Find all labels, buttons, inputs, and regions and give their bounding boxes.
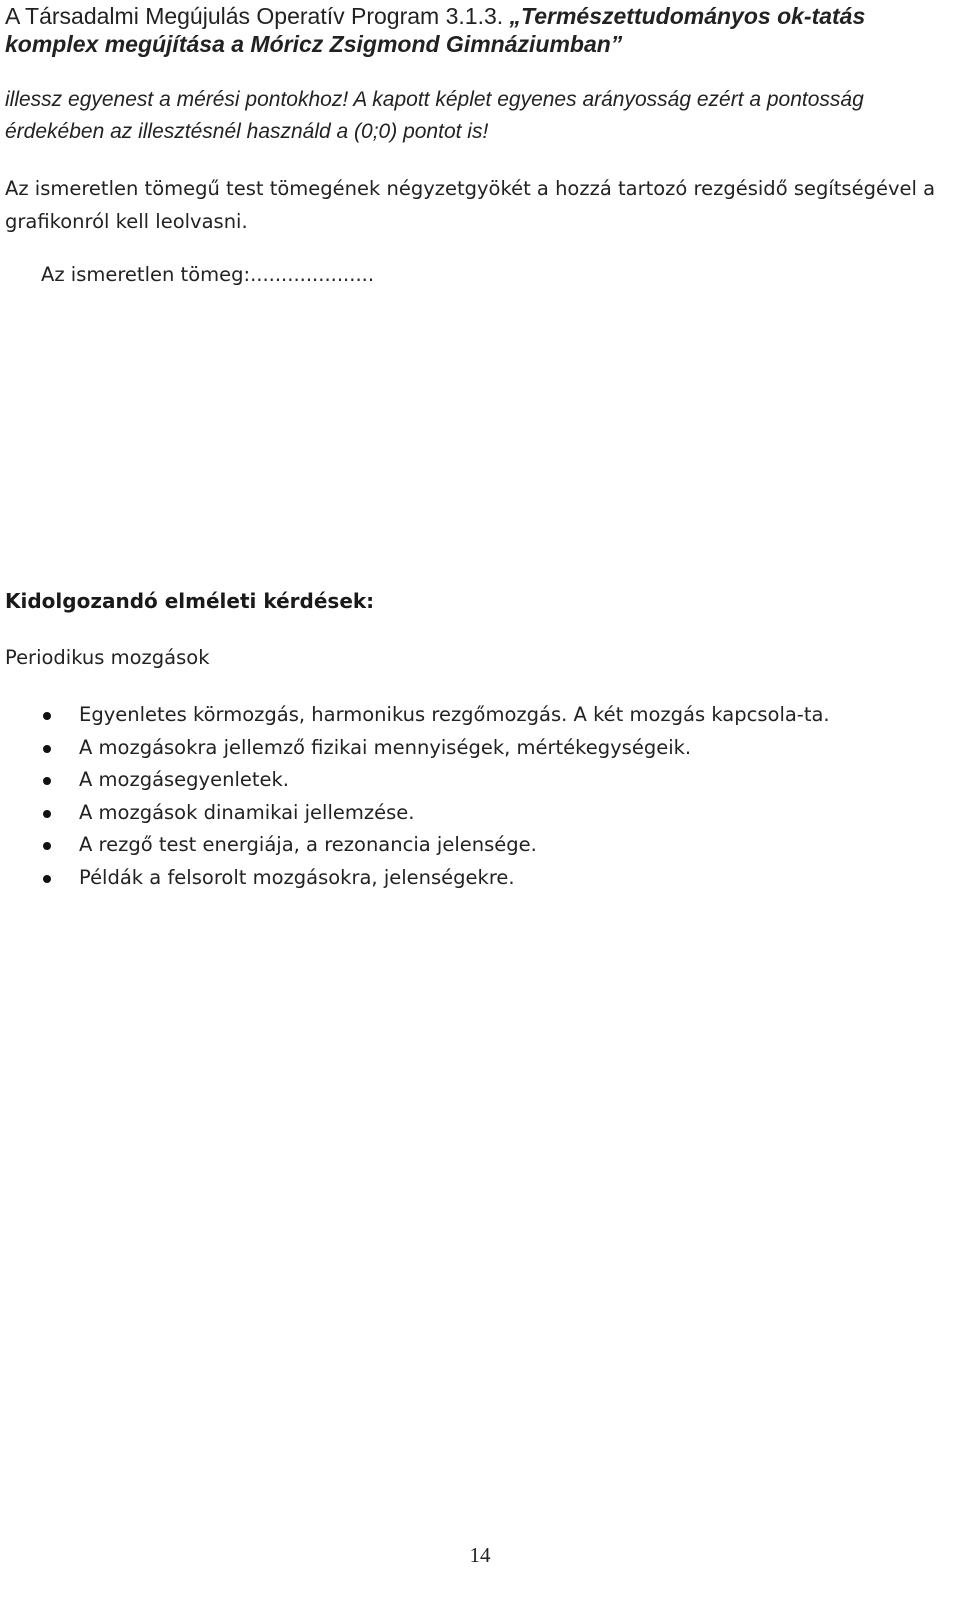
list-item-text: A mozgások dinamikai jellemzése. <box>79 800 415 824</box>
bullet-icon <box>43 777 51 785</box>
list-item-text: A mozgásegyenletek. <box>79 768 290 791</box>
theory-question-list <box>0 699 950 894</box>
unknown-mass-answer-line: Az ismeretlen tömeg:.................... <box>41 263 375 286</box>
topic-subheading: Periodikus mozgások <box>5 646 210 669</box>
header-project-title: „Természettudományos ok-tatás komplex megújítása a Móricz Zsigmond Gimnáziumban” <box>5 3 866 57</box>
list-item <box>0 797 939 830</box>
list-item-text: Példák a felsorolt mozgásokra, jelenségekre. <box>79 865 515 889</box>
bullet-icon <box>43 842 51 850</box>
bullet-icon <box>43 875 51 883</box>
list-item <box>0 829 939 862</box>
list-item-text: A mozgásokra jellemző fizikai mennyiségek, mértékegységeik. <box>79 735 692 759</box>
list-item <box>0 764 939 797</box>
bullet-icon <box>43 712 51 720</box>
header-program-text: A Társadalmi Megújulás Operatív Program 3.1.3. <box>5 3 510 29</box>
list-item <box>0 732 939 765</box>
bullet-icon <box>43 745 51 753</box>
reading-instruction-paragraph: Az ismeretlen tömegű test tömegének négyzetgyökét a hozzá tartozó rezgésidő segítségével a grafikonról kell leolvasni. <box>5 177 936 233</box>
list-item <box>0 862 939 895</box>
theory-questions-heading: Kidolgozandó elméleti kérdések: <box>5 589 375 613</box>
list-item-text: A rezgő test energiája, a rezonancia jelensége. <box>79 833 537 856</box>
bullet-icon <box>43 810 51 818</box>
page-header <box>5 2 945 58</box>
page-number: 14 <box>469 1543 491 1567</box>
list-item-text: Egyenletes körmozgás, harmonikus rezgőmozgás. A két mozgás kapcsola-ta. <box>79 703 830 726</box>
fit-instruction-note: illessz egyenest a mérési pontokhoz! A kapott képlet egyenes arányosság ezért a pontosság érdekében az illesztésnél használd a (0;0) pontot is! <box>5 88 864 143</box>
list-item <box>0 699 939 732</box>
